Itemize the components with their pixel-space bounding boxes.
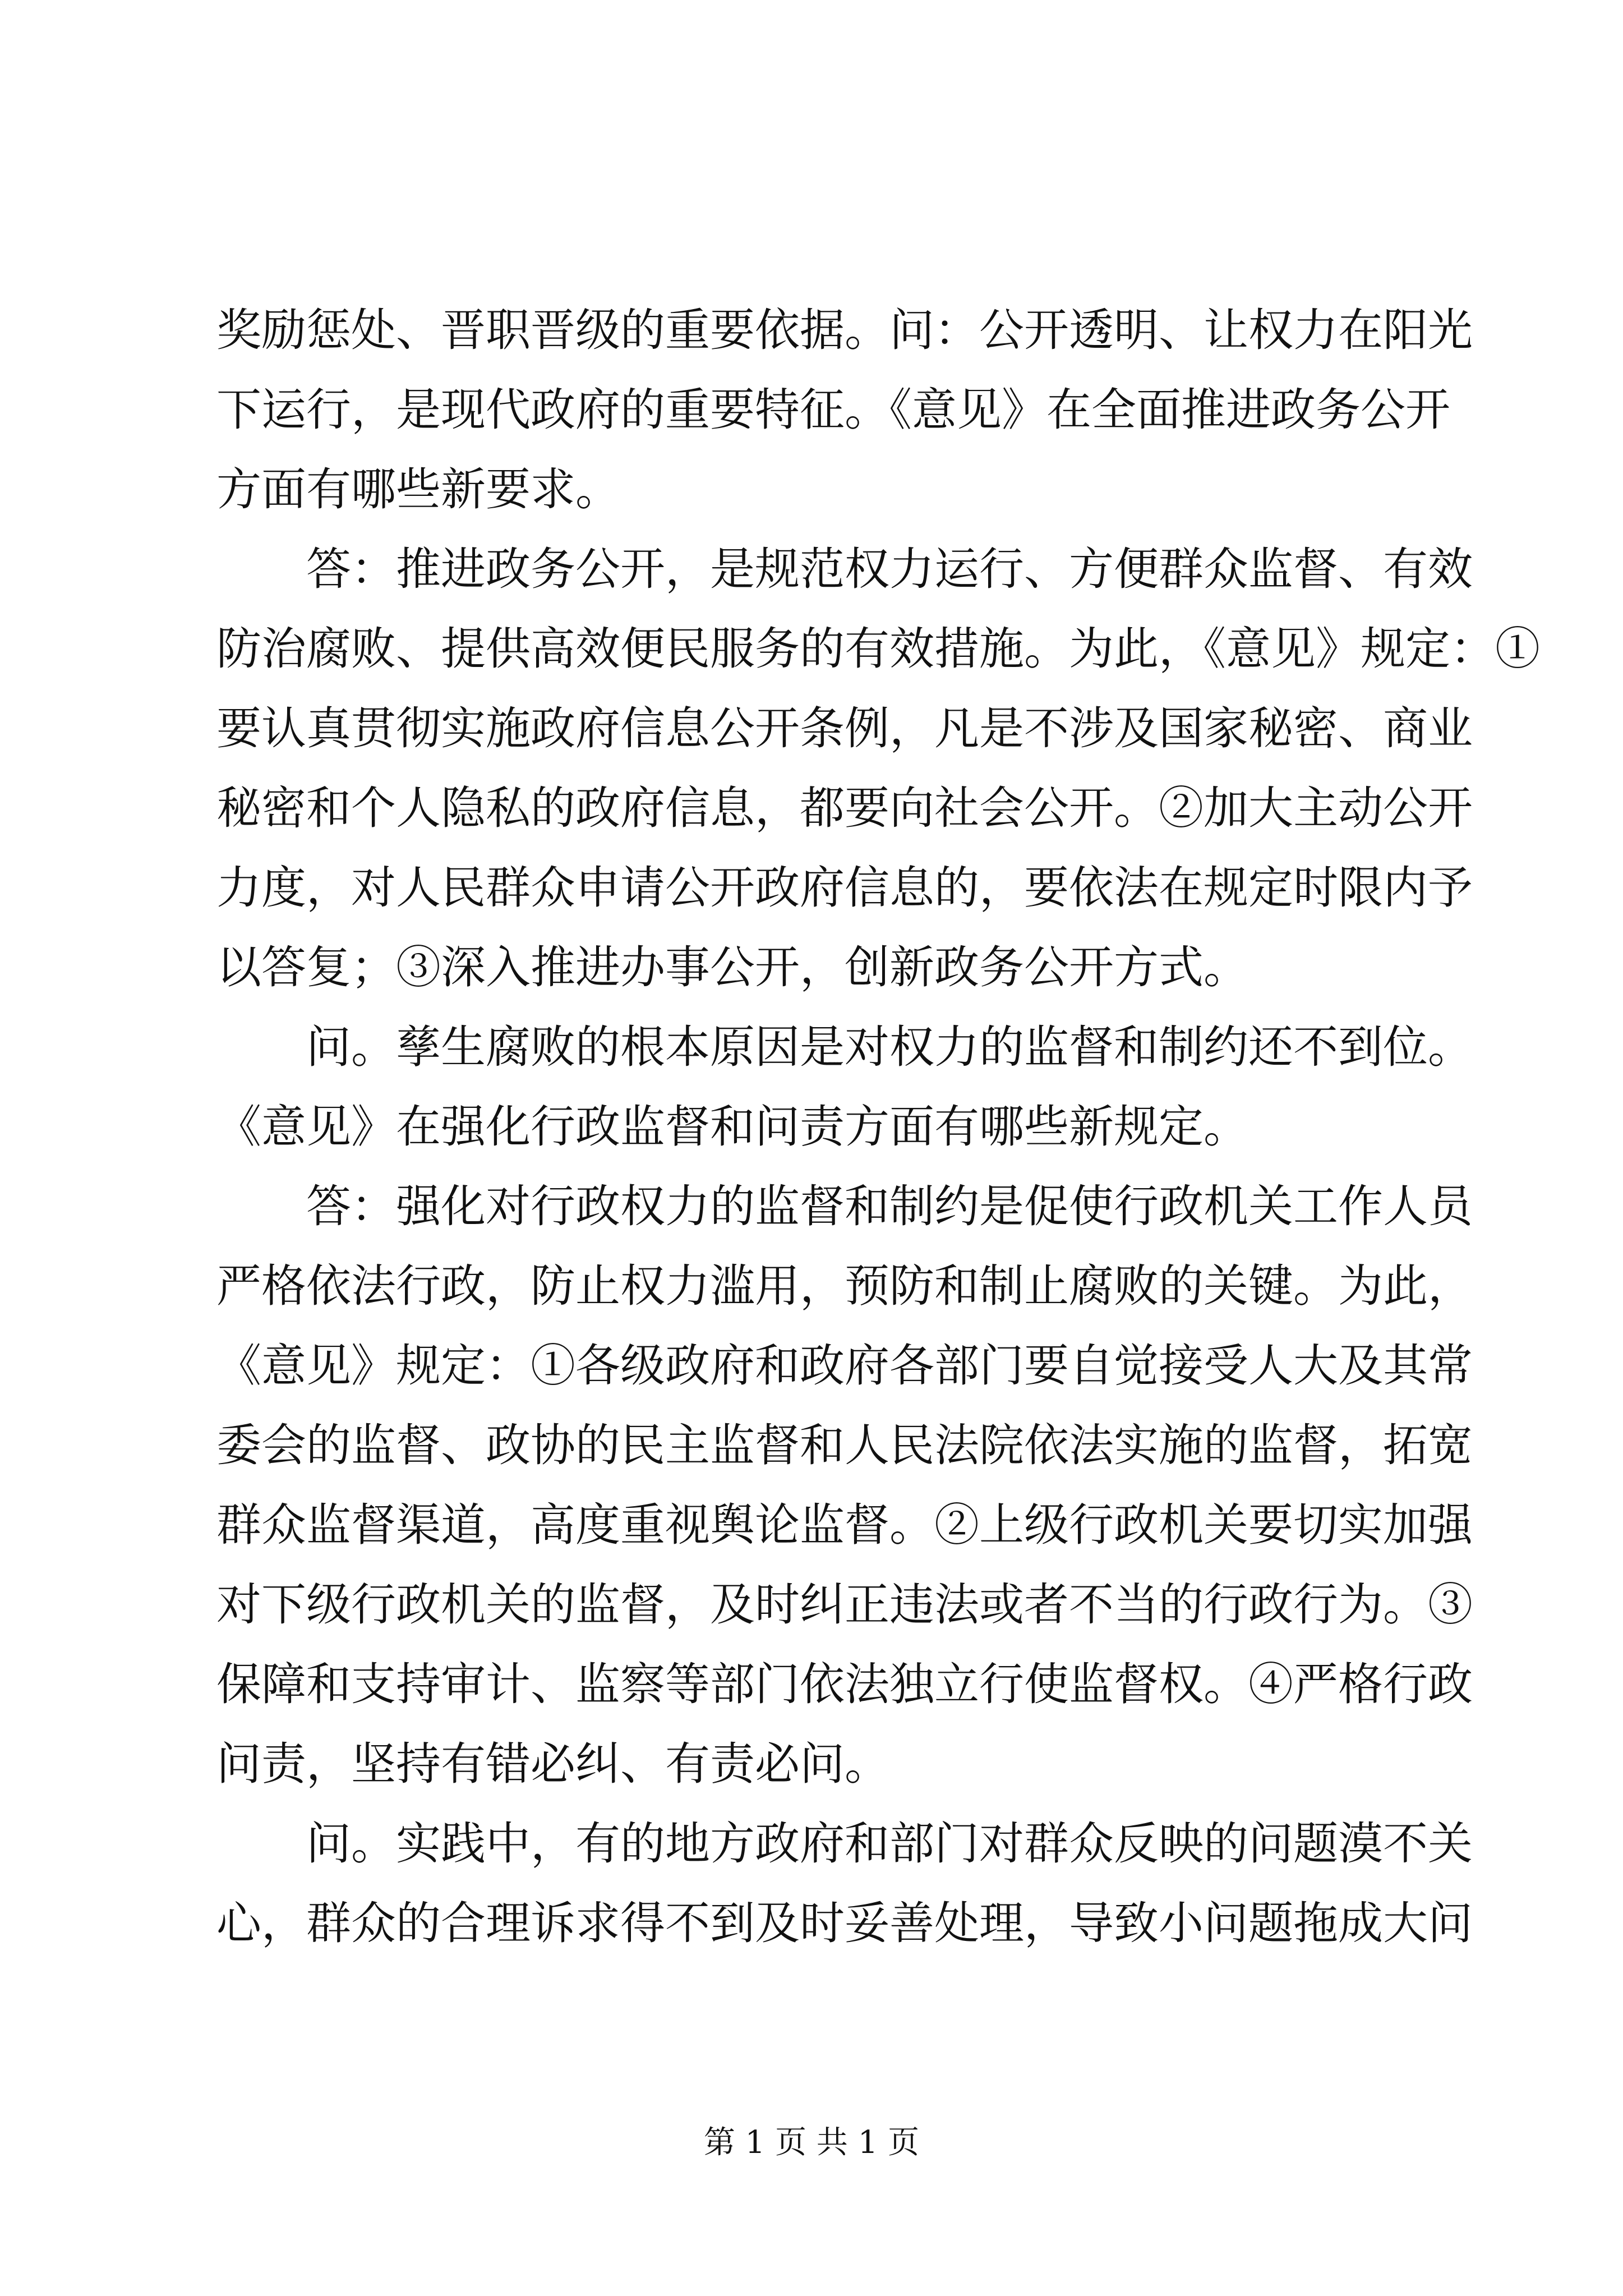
text-line: 严格依法行政，防止权力滥用，预防和制止腐败的关键。为此， (216, 1260, 1473, 1312)
text-line: 对下级行政机关的监督，及时纠正违法或者不当的行政行为。③ (216, 1579, 1473, 1631)
text-line: 保障和支持审计、监察等部门依法独立行使监督权。④严格行政 (216, 1658, 1473, 1710)
text-line: 下运行，是现代政府的重要特征。《意见》在全面推进政务公开 (216, 384, 1450, 436)
text-line: 答：推进政务公开，是规范权力运行、方便群众监督、有效 (216, 543, 1473, 595)
text-line: 委会的监督、政协的民主监督和人民法院依法实施的监督，拓宽 (216, 1419, 1473, 1471)
text-line: 奖励惩处、晋职晋级的重要依据。问：公开透明、让权力在阳光 (216, 304, 1473, 356)
text-line: 《意见》规定：①各级政府和政府各部门要自觉接受人大及其常 (216, 1340, 1473, 1392)
text-line: 以答复；③深入推进办事公开，创新政务公开方式。 (216, 941, 1248, 993)
text-line: 秘密和个人隐私的政府信息，都要向社会公开。②加大主动公开 (216, 782, 1473, 834)
text-line: 要认真贯彻实施政府信息公开条例，凡是不涉及国家秘密、商业 (216, 702, 1473, 754)
text-line: 群众监督渠道，高度重视舆论监督。②上级行政机关要切实加强 (216, 1499, 1473, 1551)
page-footer: 第 1 页 共 1 页 (703, 2124, 920, 2161)
text-line: 力度，对人民群众申请公开政府信息的，要依法在规定时限内予 (216, 862, 1473, 914)
text-line: 问。孳生腐败的根本原因是对权力的监督和制约还不到位。 (216, 1021, 1473, 1073)
text-line: 《意见》在强化行政监督和问责方面有哪些新规定。 (216, 1101, 1248, 1153)
text-line: 答：强化对行政权力的监督和制约是促使行政机关工作人员 (216, 1180, 1473, 1232)
text-line: 方面有哪些新要求。 (216, 463, 620, 516)
text-line: 问。实践中，有的地方政府和部门对群众反映的问题漠不关 (216, 1818, 1473, 1870)
text-line: 问责，坚持有错必纠、有责必问。 (216, 1738, 889, 1790)
text-line: 心，群众的合理诉求得不到及时妥善处理，导致小问题拖成大问 (216, 1897, 1473, 1949)
text-line: 防治腐败、提供高效便民服务的有效措施。为此，《意见》规定：① (216, 623, 1540, 675)
document-body (216, 291, 1540, 1963)
